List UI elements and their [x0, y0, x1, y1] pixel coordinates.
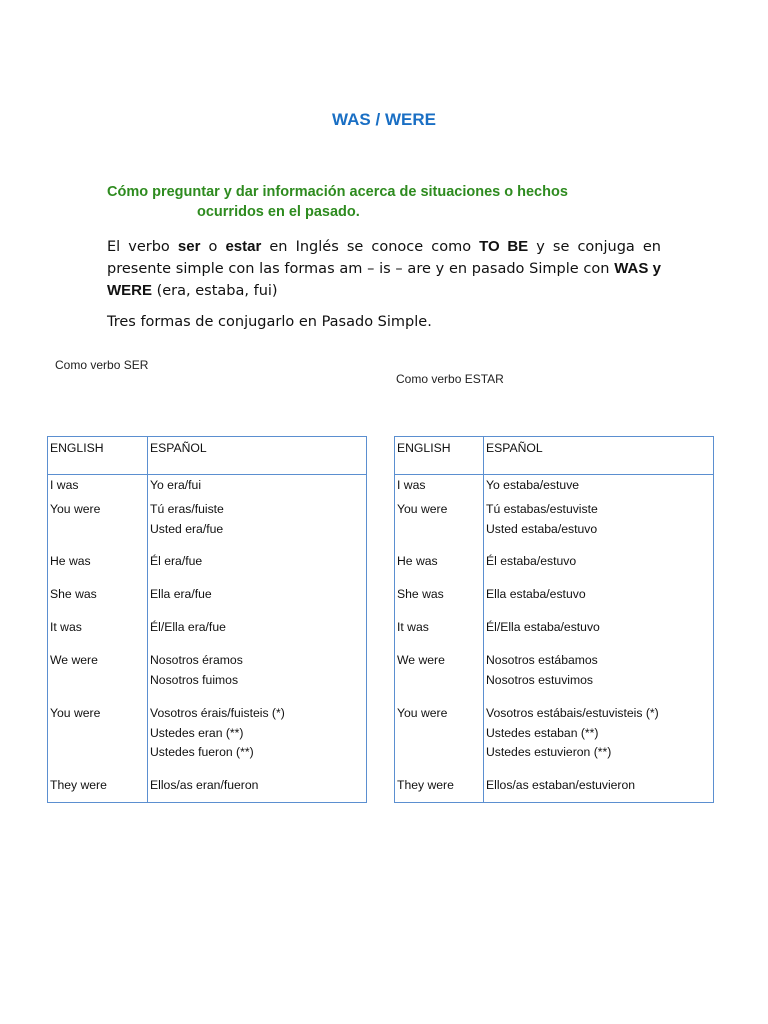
cell-english: I was [395, 475, 484, 501]
cell-espanol [484, 585, 714, 618]
cell-english: He was [48, 552, 148, 585]
translation-line: Nosotros estábamos [486, 653, 598, 667]
cell-espanol [484, 651, 714, 704]
translation-line: Yo era/fui [150, 478, 202, 492]
cell-espanol [148, 585, 367, 618]
bold-was-were: WAS y WERE [107, 260, 661, 299]
table-row [395, 585, 714, 618]
cell-english: They were [48, 776, 148, 803]
translation-line: Él estaba/estuvo [486, 554, 577, 568]
text-run: en Inglés se conoce como [261, 239, 480, 255]
cell-espanol [148, 704, 367, 776]
table-row [395, 618, 714, 651]
table-row [48, 585, 367, 618]
paragraph-three-forms: Tres formas de conjugarlo en Pasado Simple. [107, 314, 432, 330]
cell-english: It was [48, 618, 148, 651]
table-row [395, 704, 714, 776]
translation-line: Él/Ella estaba/estuvo [486, 620, 600, 634]
table-body [395, 475, 714, 803]
table-row [395, 475, 714, 501]
table-verbo-estar [394, 436, 714, 803]
translation-line: Nosotros fuimos [150, 672, 239, 687]
translation-line: Ellos/as estaban/estuvieron [486, 778, 636, 792]
table-row [395, 500, 714, 552]
translation-line: Nosotros éramos [150, 653, 243, 667]
translation-line: Él era/fue [150, 554, 203, 568]
table-row [48, 500, 367, 552]
caption-ser: Como verbo SER [55, 358, 149, 372]
text-run: y se conjuga en presente simple con las formas am – is – are y en pasado Simple con [107, 239, 661, 277]
table-header-row [395, 437, 714, 475]
cell-english: You were [48, 704, 148, 776]
cell-espanol [148, 500, 367, 552]
translation-line: Ustedes eran (**) [150, 725, 244, 740]
table-row [395, 776, 714, 803]
intro-line-2: ocurridos en el pasado. [197, 204, 360, 220]
table-row [48, 618, 367, 651]
translation-line: Ustedes estuvieron (**) [486, 745, 612, 759]
translation-line: Nosotros estuvimos [486, 672, 594, 687]
cell-english: You were [395, 704, 484, 776]
translation-line: Él/Ella era/fue [150, 620, 226, 634]
bold-ser: ser [177, 238, 201, 255]
cell-espanol [484, 552, 714, 585]
table-row [48, 776, 367, 803]
cell-english: They were [395, 776, 484, 803]
translation-line: Usted era/fue [150, 521, 224, 536]
cell-english: She was [48, 585, 148, 618]
table-row [48, 552, 367, 585]
translation-line: Ella estaba/estuvo [486, 587, 586, 601]
cell-english: You were [48, 500, 148, 552]
cell-espanol [148, 651, 367, 704]
table-row [48, 475, 367, 501]
translation-line: Ella era/fue [150, 587, 212, 601]
table-row [48, 651, 367, 704]
cell-english: You were [395, 500, 484, 552]
cell-english: She was [395, 585, 484, 618]
paragraph-to-be [107, 236, 661, 302]
table-body [48, 475, 367, 803]
text-run: o [200, 239, 226, 255]
cell-espanol [148, 552, 367, 585]
table-row [395, 552, 714, 585]
cell-english: We were [395, 651, 484, 704]
header-english: ENGLISH [395, 437, 484, 475]
translation-line: Ustedes estaban (**) [486, 725, 599, 740]
translation-line: Vosotros érais/fuisteis (*) [150, 706, 285, 720]
cell-espanol [484, 776, 714, 803]
cell-espanol [484, 500, 714, 552]
translation-line: Tú eras/fuiste [150, 502, 224, 516]
text-run: (era, estaba, fui) [152, 283, 278, 299]
cell-espanol [148, 618, 367, 651]
cell-english: We were [48, 651, 148, 704]
cell-espanol [148, 776, 367, 803]
table-row [395, 651, 714, 704]
cell-espanol [148, 475, 367, 501]
cell-english: I was [48, 475, 148, 501]
intro-heading [107, 182, 661, 222]
bold-estar: estar [225, 238, 262, 255]
page-title: WAS / WERE [332, 110, 436, 129]
cell-english: It was [395, 618, 484, 651]
translation-line: Tú estabas/estuviste [486, 502, 598, 516]
table-row [48, 704, 367, 776]
header-english: ENGLISH [48, 437, 148, 475]
table-header-row [48, 437, 367, 475]
translation-line: Ustedes fueron (**) [150, 745, 254, 759]
cell-espanol [484, 618, 714, 651]
table-verbo-ser [47, 436, 367, 803]
cell-espanol [484, 704, 714, 776]
translation-line: Usted estaba/estuvo [486, 521, 598, 536]
bold-to-be: TO BE [479, 238, 529, 255]
cell-english: He was [395, 552, 484, 585]
caption-estar: Como verbo ESTAR [396, 372, 504, 386]
translation-line: Vosotros estábais/estuvisteis (*) [486, 706, 659, 720]
translation-line: Ellos/as eran/fueron [150, 778, 259, 792]
cell-espanol [484, 475, 714, 501]
translation-line: Yo estaba/estuve [486, 478, 580, 492]
header-espanol: ESPAÑOL [484, 437, 714, 475]
header-espanol: ESPAÑOL [148, 437, 367, 475]
text-run: El verbo [107, 239, 178, 255]
intro-line-1: Cómo preguntar y dar información acerca de situaciones o hechos [107, 184, 568, 200]
